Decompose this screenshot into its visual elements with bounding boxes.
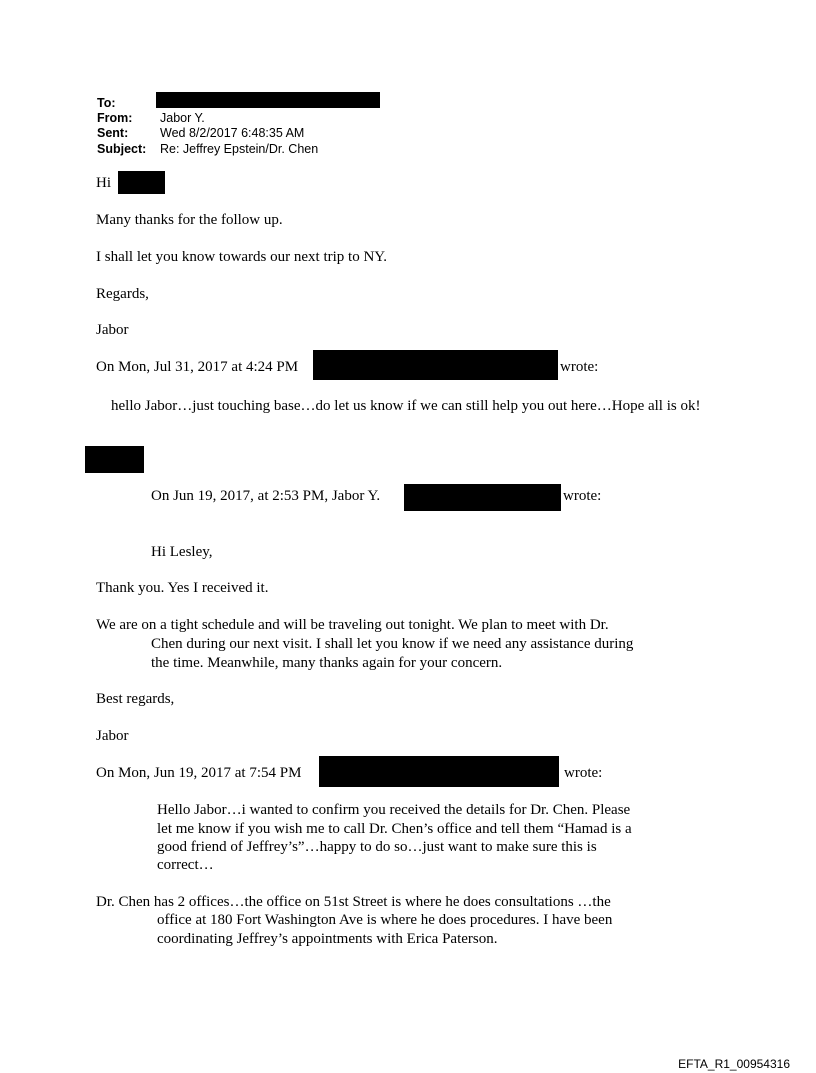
quote2-schedule-line: Chen during our next visit. I shall let you know if we need any assistance during: [151, 636, 634, 652]
quote3-line: correct…: [157, 857, 214, 873]
sent-label: Sent:: [97, 126, 129, 140]
from-label: From:: [97, 111, 133, 125]
from-value: Jabor Y.: [160, 111, 205, 125]
quote1-text: hello Jabor…just touching base…do let us know if we can still help you out here…Hope all is ok!: [111, 398, 701, 414]
quote3-line: let me know if you wish me to call Dr. Chen’s office and tell them “Hamad is a: [157, 821, 632, 837]
quote3-line: Hello Jabor…i wanted to confirm you received the details for Dr. Chen. Please: [157, 802, 631, 818]
quote2-schedule-line: We are on a tight schedule and will be traveling out tonight. We plan to meet with Dr.: [96, 617, 609, 633]
signature: Jabor: [96, 322, 129, 338]
quote1-wrote: wrote:: [560, 359, 599, 375]
quote2-thanks: Thank you. Yes I received it.: [96, 580, 269, 596]
quote2-greeting: Hi Lesley,: [151, 544, 213, 560]
redaction-box: [313, 350, 558, 380]
quote2-attribution: On Jun 19, 2017, at 2:53 PM, Jabor Y.: [151, 488, 381, 504]
redaction-box: [156, 92, 380, 108]
greeting: Hi: [96, 175, 111, 191]
regards-line: Regards,: [96, 286, 149, 302]
redaction-box: [118, 171, 165, 194]
quote2-schedule-line: the time. Meanwhile, many thanks again for your concern.: [151, 655, 503, 671]
document-id: EFTA_R1_00954316: [678, 1057, 790, 1071]
next-trip-line: I shall let you know towards our next trip to NY.: [96, 249, 387, 265]
redaction-box: [404, 484, 561, 511]
quote3-attribution: On Mon, Jun 19, 2017 at 7:54 PM: [96, 765, 302, 781]
quote2-signature: Jabor: [96, 728, 129, 744]
redaction-box: [85, 446, 144, 473]
thanks-line: Many thanks for the follow up.: [96, 212, 283, 228]
offices-line: office at 180 Fort Washington Ave is where he does procedures. I have been: [157, 912, 613, 928]
quote3-line: good friend of Jeffrey’s”…happy to do so…just want to make sure this is: [157, 839, 597, 855]
quote3-wrote: wrote:: [564, 765, 603, 781]
subject-label: Subject:: [97, 142, 147, 156]
offices-line: coordinating Jeffrey’s appointments with Erica Paterson.: [157, 931, 498, 947]
quote1-attribution: On Mon, Jul 31, 2017 at 4:24 PM: [96, 359, 299, 375]
quote2-regards: Best regards,: [96, 691, 175, 707]
to-label: To:: [97, 96, 116, 110]
redaction-box: [319, 756, 559, 787]
subject-value: Re: Jeffrey Epstein/Dr. Chen: [160, 142, 319, 156]
email-header: [0, 96, 816, 160]
quote2-wrote: wrote:: [563, 488, 602, 504]
offices-line: Dr. Chen has 2 offices…the office on 51st Street is where he does consultations …the: [96, 894, 611, 910]
sent-value: Wed 8/2/2017 6:48:35 AM: [160, 126, 305, 140]
